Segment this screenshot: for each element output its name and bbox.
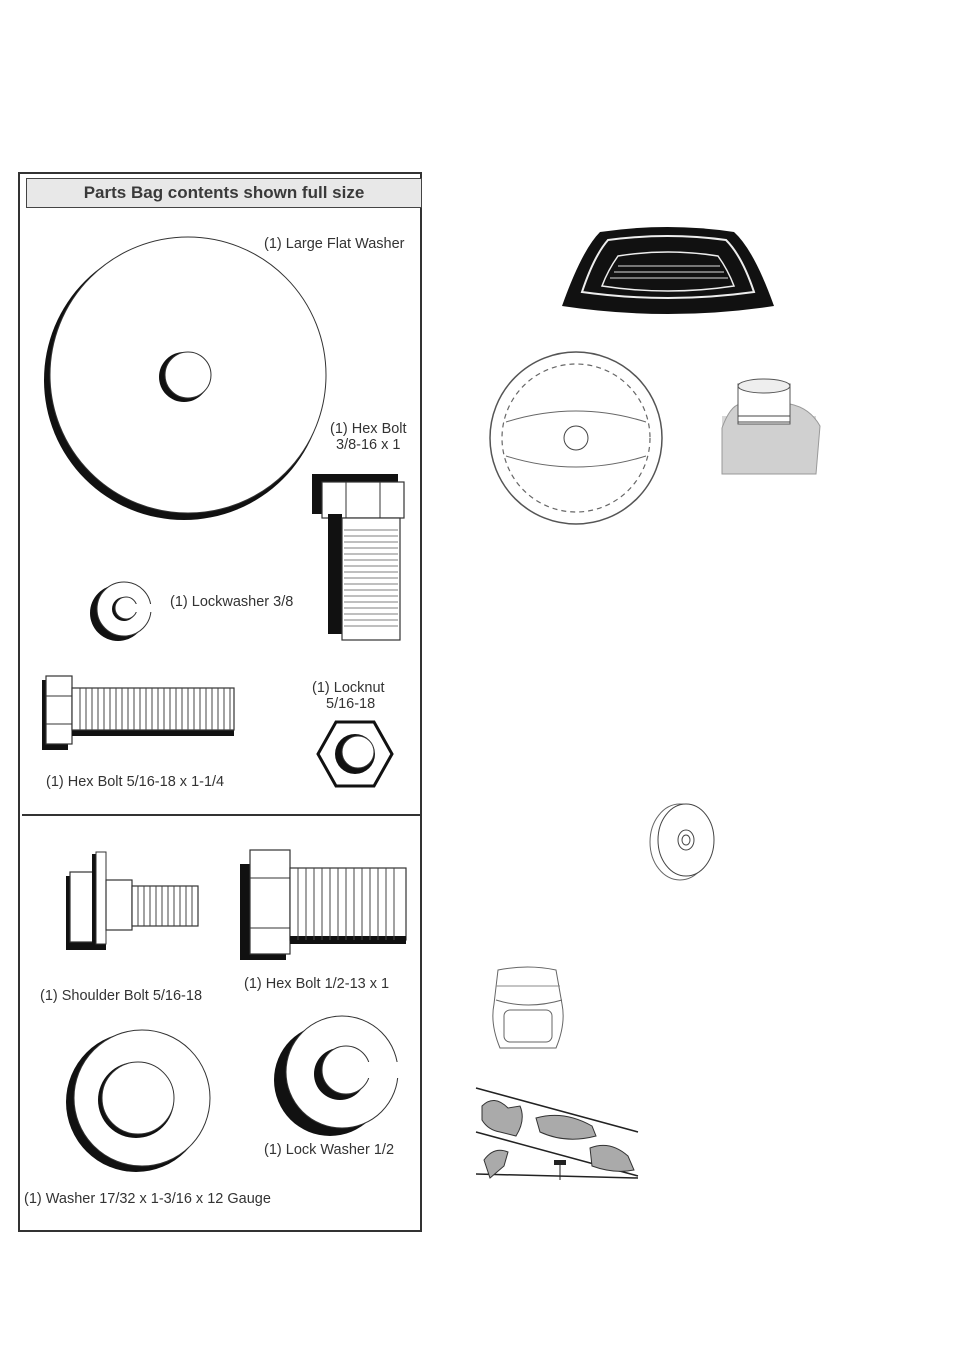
label-locknut-line1: (1) Locknut xyxy=(312,680,385,696)
lockwasher-icon xyxy=(276,1014,406,1138)
bottle-icon xyxy=(720,376,826,474)
flat-washer-icon xyxy=(38,232,328,522)
ramp-illustration xyxy=(474,1086,642,1182)
label-locknut-line2: 5/16-18 xyxy=(326,696,376,712)
label-lock-washer-12: (1) Lock Washer 1/2 xyxy=(264,1142,395,1158)
wheel-icon xyxy=(646,800,718,882)
seat-icon xyxy=(558,226,778,320)
section-divider xyxy=(22,814,420,816)
label-lockwasher-38: (1) Lockwasher 3/8 xyxy=(170,594,294,610)
hex-bolt-icon xyxy=(40,674,240,754)
lockwasher-icon xyxy=(88,580,162,642)
panel-title: Parts Bag contents shown full size xyxy=(26,178,422,208)
shoulder-bolt-icon xyxy=(62,850,202,954)
gear-wheel-icon xyxy=(488,350,664,526)
parts-bag-panel xyxy=(18,172,422,1232)
label-shoulder-bolt: (1) Shoulder Bolt 5/16-18 xyxy=(40,988,203,1004)
label-washer-1732: (1) Washer 17/32 x 1-3/16 x 12 Gauge xyxy=(24,1191,271,1207)
hex-bolt-icon xyxy=(238,848,410,962)
label-large-flat-washer: (1) Large Flat Washer xyxy=(264,236,405,252)
label-hex-bolt-12: (1) Hex Bolt 1/2-13 x 1 xyxy=(244,976,390,992)
locknut-icon xyxy=(316,718,396,790)
hex-bolt-icon xyxy=(308,470,418,646)
label-hex-bolt-38-line2: 3/8-16 x 1 xyxy=(336,437,401,453)
label-hex-bolt-516: (1) Hex Bolt 5/16-18 x 1-1/4 xyxy=(46,774,225,790)
cap-icon xyxy=(490,964,566,1052)
flat-washer-icon xyxy=(64,1026,220,1174)
label-hex-bolt-38-line1: (1) Hex Bolt xyxy=(330,421,407,437)
